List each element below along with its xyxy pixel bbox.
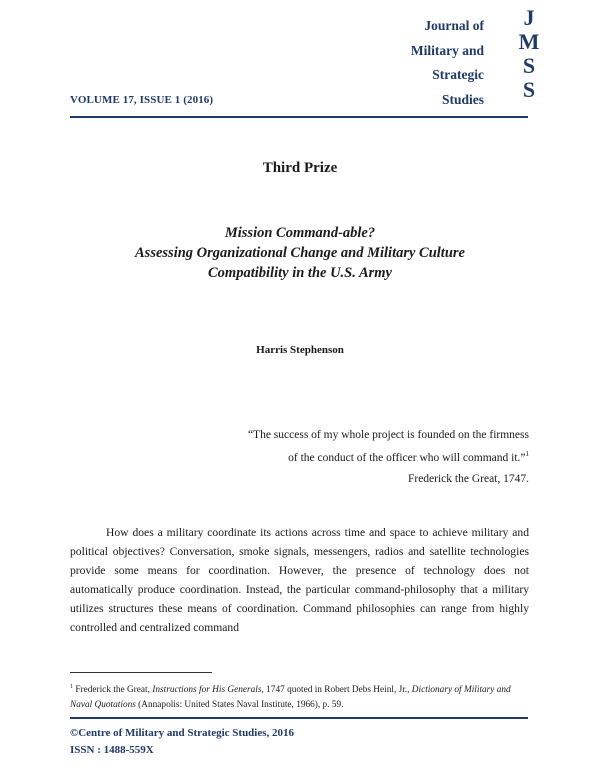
body-text [70, 523, 529, 638]
footer-divider [70, 717, 528, 719]
epigraph-attribution: Frederick the Great, 1747. [407, 473, 529, 485]
logo-letter: J [523, 5, 535, 30]
jmss-logo [512, 6, 546, 102]
epigraph-line: “The success of my whole project is founded on the firmness [247, 429, 529, 441]
journal-name [411, 14, 484, 112]
article-title-line: Compatibility in the U.S. Army [208, 265, 392, 281]
issn-number: ISSN : 1488-559X [70, 744, 154, 756]
volume-issue: VOLUME 17, ISSUE 1 (2016) [70, 94, 214, 106]
logo-letter: S [522, 53, 536, 78]
journal-name-line: Studies [441, 91, 484, 107]
footnote-number: 1 [70, 684, 73, 690]
article-title-line: Mission Command-able? [224, 225, 376, 241]
epigraph-line [248, 445, 529, 468]
body-paragraph: How does a military coordinate its actions across time and space to achieve military and political objectives? Conversation, smoke signals, messengers, radios and satellite technologies provide some means for coordination. However, the presence of technology does not automatically produce coordination. Instead, the particular command-philosophy that a military utilizes structures these means of coordination. Command philosophies can range from highly controlled and centralized command [70, 526, 529, 635]
footnote-reference[interactable]: 1 [525, 450, 529, 458]
footnote-book-title: Dictionary of Military and Naval Quotations [70, 685, 511, 710]
footnote-text: , 1747 quoted in Robert Debs Heinl, Jr., [261, 685, 412, 696]
footnote-divider [70, 672, 212, 673]
epigraph-quote [248, 426, 529, 468]
journal-name-line: Journal of [424, 18, 484, 33]
footnote-text: Frederick the Great, [73, 685, 153, 696]
footnote-text: (Annapolis: United States Naval Institute, 1966), p. 59. [135, 699, 344, 710]
journal-name-line: Strategic [432, 67, 484, 82]
copyright-notice: ©Centre of Military and Strategic Studies, 2016 [70, 727, 295, 739]
prize-heading: Third Prize [262, 160, 338, 176]
author-name: Harris Stephenson [256, 344, 344, 356]
article-title [60, 223, 540, 283]
footer [70, 725, 294, 759]
epigraph-line-text: of the conduct of the officer who will command it.” [288, 451, 526, 464]
logo-letter: M [518, 29, 540, 54]
logo-letter: S [522, 77, 536, 102]
header-divider [70, 116, 528, 118]
article-title-line: Assessing Organizational Change and Military Culture [135, 245, 465, 261]
journal-name-line: Military and [410, 42, 484, 58]
footnote [70, 680, 530, 712]
footnote-book-title: Instructions for His Generals [152, 685, 262, 696]
